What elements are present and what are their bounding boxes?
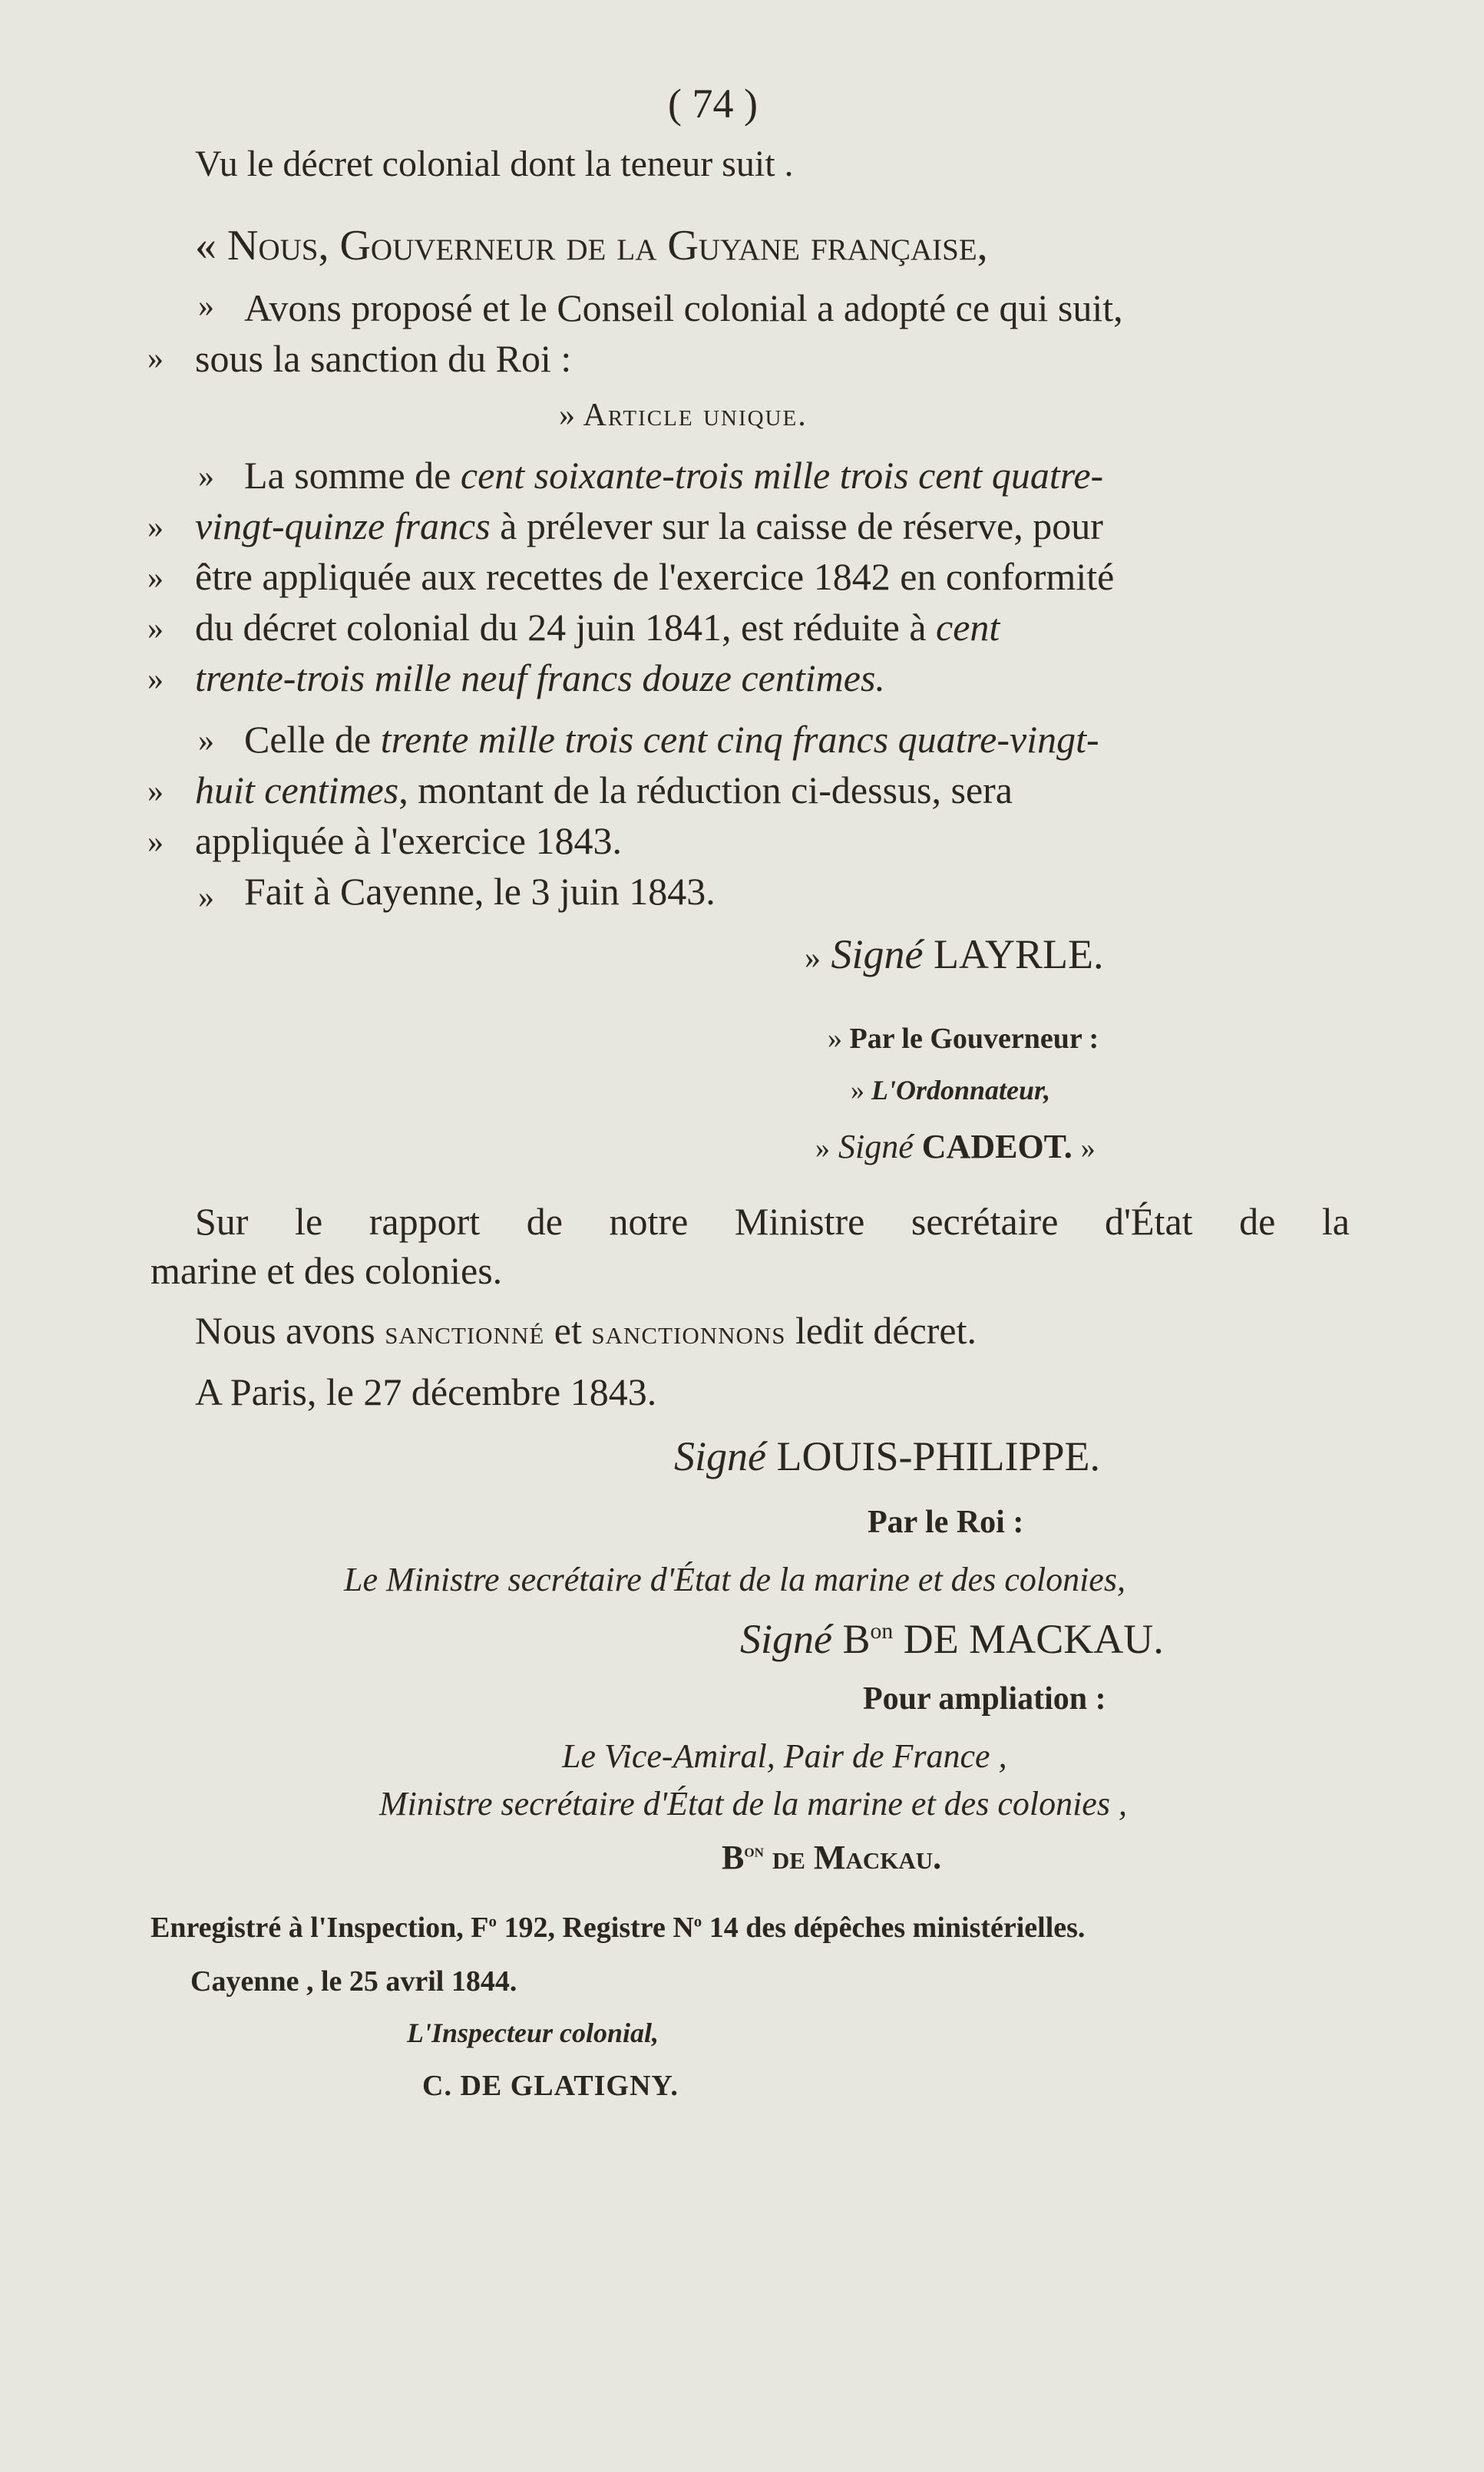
p2-b-roman: , montant de la réduction ci-dessus, sera <box>398 768 1013 811</box>
article-title: Article unique. <box>583 398 808 433</box>
p2-line-c: appliquée à l'exercice 1843. <box>195 819 622 862</box>
margin-quote: » <box>147 341 164 376</box>
sanction-d: sanctionnons <box>591 1314 786 1351</box>
signature-cadeot <box>815 1130 1096 1164</box>
sanction-e: ledit décret. <box>785 1309 977 1352</box>
margin-quote: » <box>147 560 164 596</box>
inspector-title: L'Inspecteur colonial, <box>407 2018 659 2048</box>
open-quote: « <box>195 222 216 269</box>
p1-d-roman: du décret colonial du 24 juin 1841, est réduite à <box>195 606 937 649</box>
p1-line-b <box>195 504 1103 547</box>
ordonnateur <box>851 1076 1050 1104</box>
sanction-line <box>195 1311 977 1350</box>
margin-quote: » <box>198 880 214 915</box>
margin-quote: » <box>147 510 164 545</box>
margin-quote: » <box>198 289 214 324</box>
intro-line: Vu le décret colonial dont la teneur suit . <box>195 144 794 184</box>
signer-name: LAYRLE. <box>933 931 1104 977</box>
sanction-c: et <box>544 1309 592 1352</box>
p1-line-c: être appliquée aux recettes de l'exercice 1842 en conformité <box>195 555 1115 598</box>
signer-name: CADEOT. <box>921 1128 1073 1165</box>
margin-quote: » <box>147 611 164 646</box>
by-governor-text: Par le Gouverneur : <box>849 1023 1099 1055</box>
baron-abbrev: $B^{on}$ <box>842 1616 894 1662</box>
margin-quote: » <box>828 1023 842 1055</box>
p2-b-italic: huit centimes <box>195 768 399 811</box>
p2-a-italic: trente mille trois cent cinq francs quatre-vingt- <box>380 718 1099 761</box>
decree-line-2: sous la sanction du Roi : <box>195 337 572 380</box>
margin-quote: » <box>815 1132 830 1165</box>
report-line-1: Sur le rapport de notre Ministre secrétaire d'État de la <box>195 1200 1350 1243</box>
sanction-a: Nous avons <box>195 1309 385 1352</box>
sign-label: Signé <box>674 1433 766 1479</box>
sign-label: Signé <box>740 1616 832 1662</box>
baron-name: de Mackau. <box>763 1839 942 1876</box>
signer-name: LOUIS-PHILIPPE. <box>776 1433 1100 1479</box>
decree-line-1: Avons proposé et le Conseil colonial a adopté ce qui suit, <box>244 286 1123 329</box>
signature-mackau <box>740 1618 1164 1660</box>
by-king: Par le Roi : <box>868 1505 1024 1540</box>
decree-done-date: Fait à Cayenne, le 3 juin 1843. <box>244 870 716 913</box>
margin-quote: » <box>559 398 575 433</box>
p1-line-a <box>244 454 1104 497</box>
margin-quote: » <box>147 774 164 809</box>
margin-quote: » <box>198 459 214 494</box>
p2-line-a <box>244 718 1099 761</box>
p1-b-roman: à prélever sur la caisse de réserve, pour <box>490 504 1103 547</box>
margin-quote: » <box>147 662 164 697</box>
margin-quote: » <box>147 825 164 860</box>
close-quote: » <box>1080 1132 1096 1165</box>
baron-abbrev: $B^{on}$ <box>722 1839 764 1876</box>
paris-date: A Paris, le 27 décembre 1843. <box>195 1370 657 1413</box>
p1-line-e: trente-trois mille neuf francs douze centimes. <box>195 656 885 699</box>
vice-admiral: Le Vice-Amiral, Pair de France , <box>562 1737 1007 1775</box>
report-line-2: marine et des colonies. <box>150 1249 503 1292</box>
decree-heading-text: Nous, Gouverneur de la Guyane française, <box>227 222 988 269</box>
signature-louis-philippe <box>674 1433 1100 1479</box>
p1-b-italic: vingt-quinze francs <box>195 504 491 547</box>
ordonnateur-text: L'Ordonnateur, <box>871 1075 1051 1105</box>
p1-a-roman: La somme de <box>244 454 461 497</box>
p2-line-b <box>195 768 1013 811</box>
decree-heading <box>195 224 988 267</box>
margin-quote: » <box>198 723 214 758</box>
sign-label: Signé <box>838 1128 914 1165</box>
cayenne-date: Cayenne , le 25 avril 1844. <box>190 1965 517 1998</box>
margin-quote: » <box>851 1075 864 1105</box>
sanction-b: sanctionné <box>385 1314 545 1351</box>
p1-a-italic: cent soixante-trois mille trois cent quatre- <box>460 454 1104 497</box>
page-number: ( 74 ) <box>668 81 758 127</box>
minister-title-2: Ministre secrétaire d'État de la marine et des colonies , <box>379 1785 1127 1823</box>
sign-label: Signé <box>831 931 924 977</box>
margin-quote: » <box>805 940 821 976</box>
p1-line-d <box>195 606 1000 649</box>
ampliation: Pour ampliation : <box>863 1681 1106 1717</box>
p1-d-italic: cent <box>936 606 1000 649</box>
signer-name: DE MACKAU. <box>903 1616 1164 1662</box>
inspector-name: C. DE GLATIGNY. <box>422 2070 679 2102</box>
minister-title: Le Ministre secrétaire d'État de la marine et des colonies, <box>344 1561 1125 1598</box>
baron-mackau-final <box>722 1841 941 1875</box>
article-title-line <box>559 399 808 431</box>
signature-layrle <box>805 931 1104 977</box>
p2-a-roman: Celle de <box>244 718 381 761</box>
registration-line: Enregistré à l'Inspection, $F^o$ 192, Registre $N^o$ 14 des dépêches ministérielles. <box>150 1912 1086 1944</box>
by-governor <box>828 1024 1099 1053</box>
